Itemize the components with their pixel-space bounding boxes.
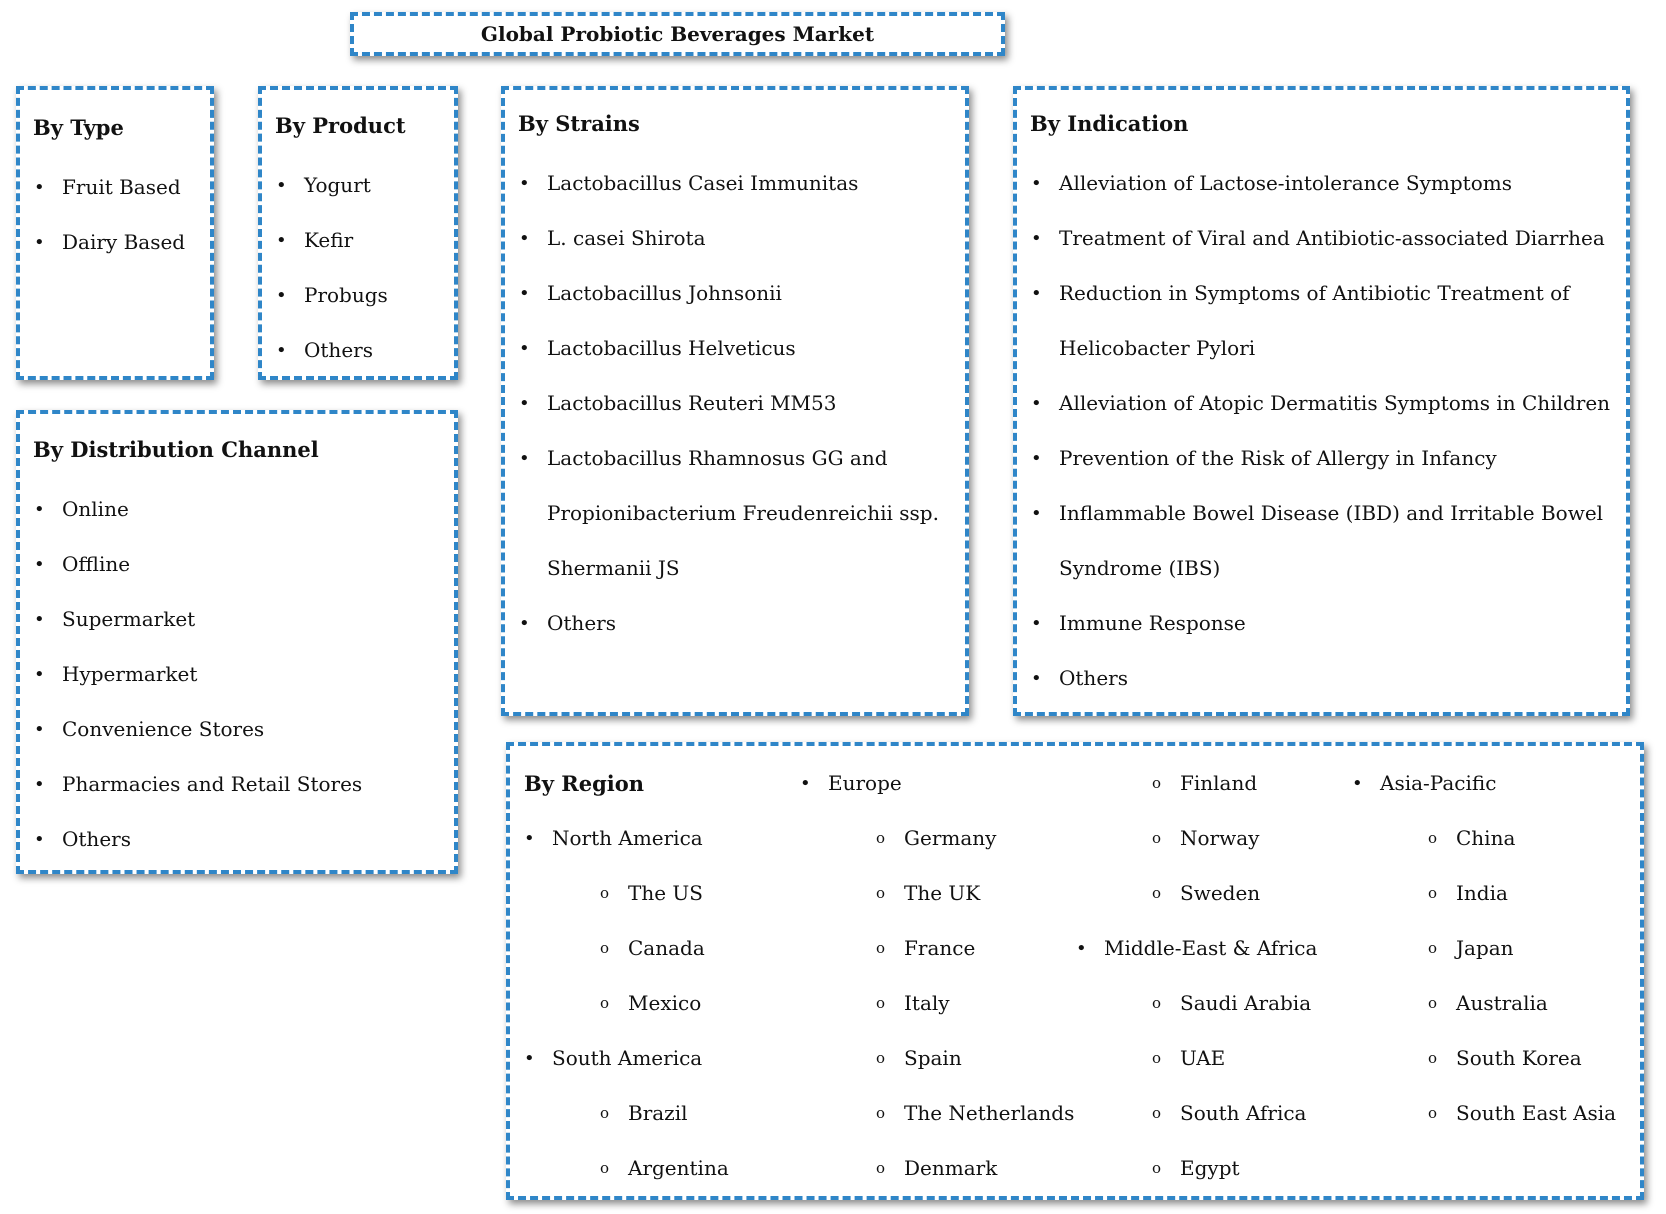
circle-bullet-icon: o xyxy=(1428,939,1438,957)
circle-bullet-icon: o xyxy=(1152,884,1162,902)
list-item: • Reduction in Symptoms of Antibiotic Treatment of xyxy=(1031,266,1610,321)
circle-bullet-icon: o xyxy=(876,939,886,957)
circle-bullet-icon: o xyxy=(876,1104,886,1122)
list-item: • Lactobacillus Helveticus xyxy=(519,321,939,376)
by-type-box xyxy=(16,86,214,380)
by-region-heading: By Region xyxy=(524,771,645,796)
by-strains-heading: By Strains xyxy=(518,111,640,136)
circle-bullet-icon: o xyxy=(1152,829,1162,847)
by-distribution-box xyxy=(16,410,458,874)
by-distribution-heading: By Distribution Channel xyxy=(33,437,319,462)
region-item: • South America xyxy=(524,1031,729,1086)
list-item: • Dairy Based xyxy=(34,215,185,270)
region-item: • North America xyxy=(524,811,729,866)
list-item: • Immune Response xyxy=(1031,596,1610,651)
circle-bullet-icon: o xyxy=(1152,1049,1162,1067)
country-item: o South Korea xyxy=(1352,1031,1616,1086)
region-item: • Middle-East & Africa xyxy=(1076,921,1317,976)
circle-bullet-icon: o xyxy=(876,1159,886,1177)
list-item: • Others xyxy=(276,323,388,378)
country-item: o France xyxy=(800,921,1074,976)
circle-bullet-icon: o xyxy=(600,884,610,902)
region-item: • Europe xyxy=(800,756,1074,811)
list-item-continuation: Syndrome (IBS) xyxy=(1059,556,1221,580)
list-item: • Supermarket xyxy=(34,592,362,647)
region-column-2 xyxy=(800,756,1074,1196)
country-item: o The UK xyxy=(800,866,1074,921)
country-item: o Norway xyxy=(1076,811,1317,866)
country-item: o The US xyxy=(524,866,729,921)
list-item: • Alleviation of Atopic Dermatitis Symptoms in Children xyxy=(1031,376,1610,431)
circle-bullet-icon: o xyxy=(600,1104,610,1122)
bullet-icon: • xyxy=(524,1048,535,1069)
by-distribution-list xyxy=(34,482,362,867)
by-region-box xyxy=(506,742,1644,1200)
list-item: • Convenience Stores xyxy=(34,702,362,757)
list-item: • Lactobacillus Reuteri MM53 xyxy=(519,376,939,431)
circle-bullet-icon: o xyxy=(1152,1104,1162,1122)
list-item: • Fruit Based xyxy=(34,160,185,215)
by-indication-heading: By Indication xyxy=(1030,111,1189,136)
list-item: • Pharmacies and Retail Stores xyxy=(34,757,362,812)
by-type-heading: By Type xyxy=(33,115,124,140)
country-item: o Denmark xyxy=(800,1141,1074,1196)
circle-bullet-icon: o xyxy=(600,1159,610,1177)
region-column-1 xyxy=(524,756,729,1196)
country-item: o Germany xyxy=(800,811,1074,866)
circle-bullet-icon: o xyxy=(876,884,886,902)
page-title: Global Probiotic Beverages Market xyxy=(480,22,875,46)
list-item: • L. casei Shirota xyxy=(519,211,939,266)
country-item: o South Africa xyxy=(1076,1086,1317,1141)
circle-bullet-icon: o xyxy=(876,994,886,1012)
region-item: • Asia-Pacific xyxy=(1352,756,1616,811)
list-item: • Others xyxy=(34,812,362,867)
country-item: o South East Asia xyxy=(1352,1086,1616,1141)
list-item: • Others xyxy=(1031,651,1610,706)
list-item: • Alleviation of Lactose-intolerance Symptoms xyxy=(1031,156,1610,211)
bullet-icon: • xyxy=(800,773,811,794)
circle-bullet-icon: o xyxy=(1152,774,1162,792)
country-item: o Canada xyxy=(524,921,729,976)
list-item: • Lactobacillus Johnsonii xyxy=(519,266,939,321)
list-item: • Lactobacillus Casei Immunitas xyxy=(519,156,939,211)
list-item: • Inflammable Bowel Disease (IBD) and Irritable Bowel xyxy=(1031,486,1610,541)
by-indication-box xyxy=(1013,86,1630,716)
circle-bullet-icon: o xyxy=(1428,884,1438,902)
country-item: o India xyxy=(1352,866,1616,921)
circle-bullet-icon: o xyxy=(876,829,886,847)
bullet-icon: • xyxy=(1076,938,1087,959)
list-item: • Prevention of the Risk of Allergy in Infancy xyxy=(1031,431,1610,486)
circle-bullet-icon: o xyxy=(1428,1104,1438,1122)
bullet-icon: • xyxy=(1352,773,1363,794)
by-product-box xyxy=(258,86,458,380)
by-type-list xyxy=(34,160,185,270)
region-column-3 xyxy=(1076,756,1317,1196)
country-item: o Sweden xyxy=(1076,866,1317,921)
circle-bullet-icon: o xyxy=(600,994,610,1012)
country-item: o Finland xyxy=(1076,756,1317,811)
country-item: o UAE xyxy=(1076,1031,1317,1086)
circle-bullet-icon: o xyxy=(1152,994,1162,1012)
by-strains-list xyxy=(519,156,939,651)
country-item: o Australia xyxy=(1352,976,1616,1031)
circle-bullet-icon: o xyxy=(600,939,610,957)
circle-bullet-icon: o xyxy=(1428,829,1438,847)
list-item: • Lactobacillus Rhamnosus GG and xyxy=(519,431,939,486)
country-item: o Brazil xyxy=(524,1086,729,1141)
circle-bullet-icon: o xyxy=(1152,1159,1162,1177)
list-item: • Offline xyxy=(34,537,362,592)
country-item: o Argentina xyxy=(524,1141,729,1196)
list-item: • Yogurt xyxy=(276,158,388,213)
list-item: • Probugs xyxy=(276,268,388,323)
region-column-4 xyxy=(1352,756,1616,1141)
circle-bullet-icon: o xyxy=(1428,994,1438,1012)
country-item: o Egypt xyxy=(1076,1141,1317,1196)
list-item-continuation: Shermanii JS xyxy=(547,556,680,580)
by-product-list xyxy=(276,158,388,378)
by-strains-box xyxy=(501,86,969,716)
list-item: • Treatment of Viral and Antibiotic-associated Diarrhea xyxy=(1031,211,1610,266)
country-item: o Japan xyxy=(1352,921,1616,976)
list-item: • Others xyxy=(519,596,939,651)
list-item-continuation: Helicobacter Pylori xyxy=(1059,336,1256,360)
list-item: • Kefir xyxy=(276,213,388,268)
by-indication-list xyxy=(1031,156,1610,706)
country-item: o China xyxy=(1352,811,1616,866)
country-item: o Mexico xyxy=(524,976,729,1031)
country-item: o Saudi Arabia xyxy=(1076,976,1317,1031)
country-item: o The Netherlands xyxy=(800,1086,1074,1141)
list-item-continuation: Propionibacterium Freudenreichii ssp. xyxy=(547,501,939,525)
bullet-icon: • xyxy=(524,828,535,849)
country-item: o Italy xyxy=(800,976,1074,1031)
circle-bullet-icon: o xyxy=(876,1049,886,1067)
list-item: • Hypermarket xyxy=(34,647,362,702)
country-item: o Spain xyxy=(800,1031,1074,1086)
circle-bullet-icon: o xyxy=(1428,1049,1438,1067)
by-product-heading: By Product xyxy=(275,113,406,138)
list-item: • Online xyxy=(34,482,362,537)
title-box xyxy=(350,12,1005,56)
